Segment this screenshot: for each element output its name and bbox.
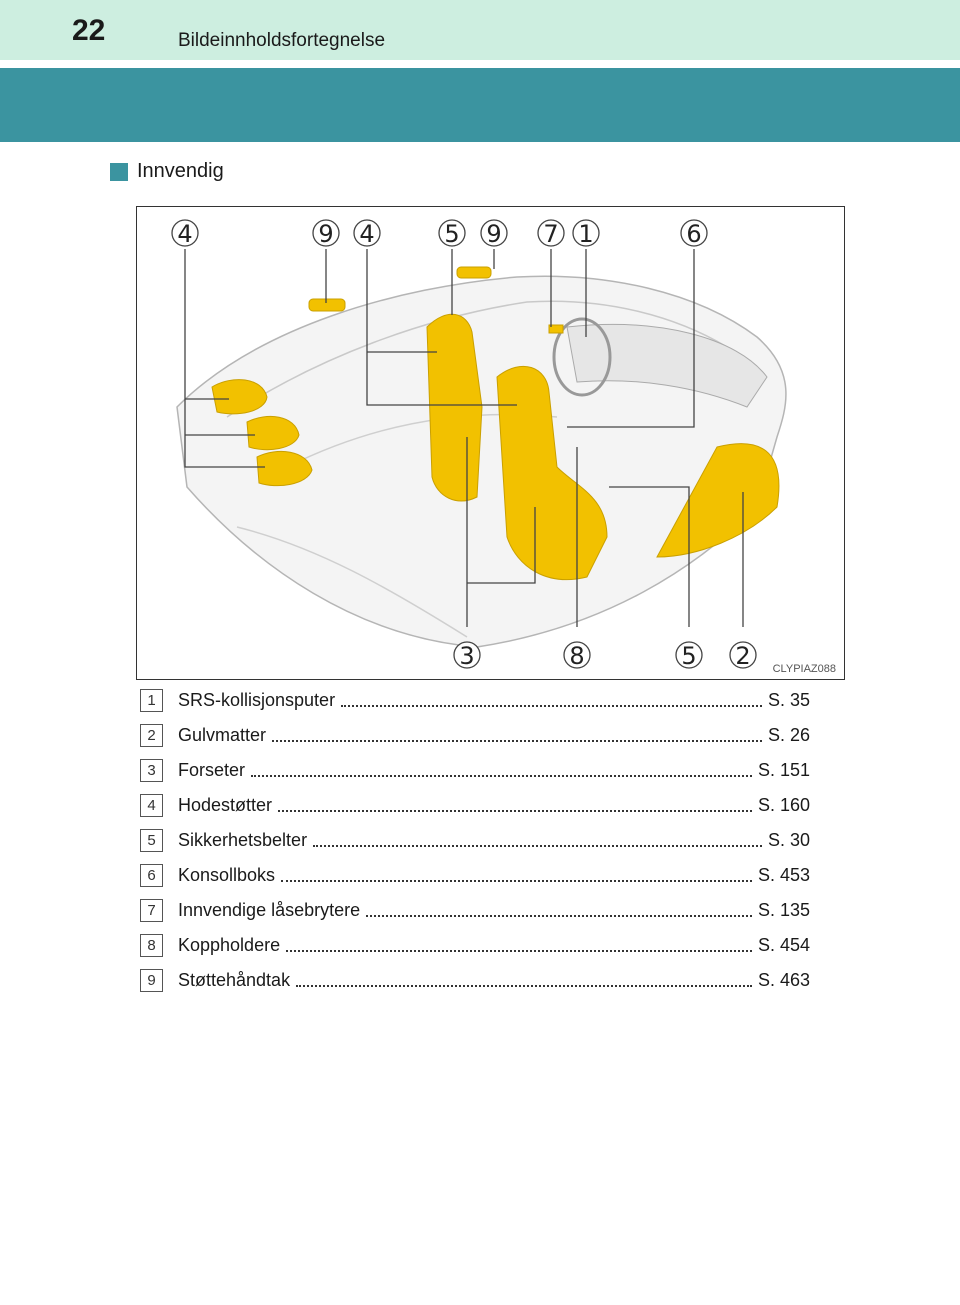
- page-reference-link[interactable]: S. 151: [757, 760, 810, 780]
- list-item[interactable]: [140, 753, 810, 788]
- list-item[interactable]: [140, 683, 810, 718]
- list-item[interactable]: [140, 858, 810, 893]
- item-number: 1: [140, 689, 163, 712]
- list-item[interactable]: [140, 928, 810, 963]
- dot-leader: [251, 775, 752, 777]
- callout-top-3: 4: [359, 220, 375, 248]
- callout-top-8: 6: [686, 220, 702, 248]
- dot-leader: [281, 880, 752, 882]
- item-label: SRS-kollisjonsputer: [178, 690, 336, 710]
- dot-leader: [272, 740, 762, 742]
- item-number: 3: [140, 759, 163, 782]
- section-heading: [110, 160, 224, 183]
- list-item[interactable]: [140, 893, 810, 928]
- car-interior-drawing: [137, 207, 845, 680]
- reference-list: [140, 683, 810, 998]
- item-label: Støttehåndtak: [178, 970, 291, 990]
- item-number: 5: [140, 829, 163, 852]
- callout-bottom-4: 2: [735, 642, 751, 670]
- callout-top-7: 1: [578, 220, 594, 248]
- item-number: 4: [140, 794, 163, 817]
- dot-leader: [366, 915, 752, 917]
- header-band: [0, 68, 960, 142]
- item-number: 6: [140, 864, 163, 887]
- interior-illustration: [136, 206, 845, 680]
- dot-leader: [296, 985, 752, 987]
- list-item[interactable]: [140, 788, 810, 823]
- callout-bottom-1: 3: [459, 642, 475, 670]
- callout-top-2: 9: [318, 220, 334, 248]
- item-label: Innvendige låsebrytere: [178, 900, 361, 920]
- list-item[interactable]: [140, 823, 810, 858]
- item-label: Konsollboks: [178, 865, 276, 885]
- page-reference-link[interactable]: S. 26: [767, 725, 810, 745]
- header-bar: [0, 0, 960, 60]
- item-label: Sikkerhetsbelter: [178, 830, 308, 850]
- callout-top-4: 5: [444, 220, 460, 248]
- page-reference-link[interactable]: S. 454: [757, 935, 810, 955]
- callout-bottom-3: 5: [681, 642, 697, 670]
- dot-leader: [313, 845, 762, 847]
- item-label: Forseter: [178, 760, 246, 780]
- callout-top-1: 4: [177, 220, 193, 248]
- figure-code: CLYPIAZ088: [772, 663, 836, 675]
- page-reference-link[interactable]: S. 135: [757, 900, 810, 920]
- dot-leader: [341, 705, 762, 707]
- item-number: 8: [140, 934, 163, 957]
- item-label: Koppholdere: [178, 935, 281, 955]
- list-item[interactable]: [140, 963, 810, 998]
- page-reference-link[interactable]: S. 463: [757, 970, 810, 990]
- dot-leader: [286, 950, 752, 952]
- page-reference-link[interactable]: S. 30: [767, 830, 810, 850]
- section-marker-icon: [110, 163, 128, 181]
- item-number: 9: [140, 969, 163, 992]
- item-number: 7: [140, 899, 163, 922]
- item-number: 2: [140, 724, 163, 747]
- chapter-title: Bildeinnholdsfortegnelse: [178, 30, 386, 51]
- dot-leader: [278, 810, 752, 812]
- item-label: Hodestøtter: [178, 795, 273, 815]
- section-title: Innvendig: [137, 160, 224, 182]
- page-reference-link[interactable]: S. 160: [757, 795, 810, 815]
- page-reference-link[interactable]: S. 35: [767, 690, 810, 710]
- page-reference-link[interactable]: S. 453: [757, 865, 810, 885]
- list-item[interactable]: [140, 718, 810, 753]
- page-number: 22: [72, 14, 106, 47]
- item-label: Gulvmatter: [178, 725, 267, 745]
- callout-bottom-2: 8: [569, 642, 585, 670]
- callout-top-6: 7: [543, 220, 559, 248]
- callout-top-5: 9: [486, 220, 502, 248]
